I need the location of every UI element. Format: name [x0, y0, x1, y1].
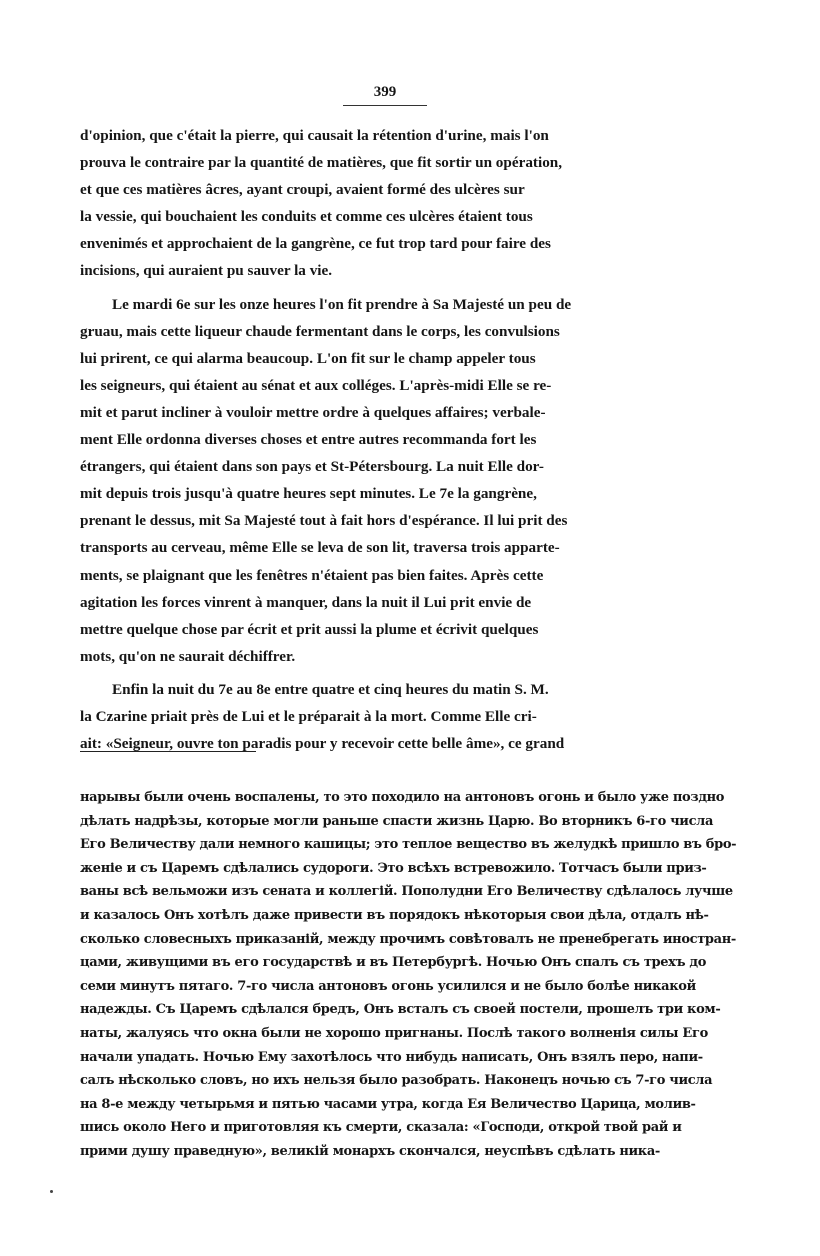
paragraph-2: Le mardi 6e sur les onze heures l'on fit prendre à Sa Majesté un peu de gruau, mais cette liqueur chaude fermentant dans le corps, les convulsions lui prirent, ce qui alarma beaucoup. L'on fit sur le champ appeler tous les seigneurs, qui étaient au sénat et aux colléges. L'après-midi Elle se re- mit et parut incliner à vouloir mettre ordre à quelques affaires; verbale- ment Elle ordonna diverses choses et entre autres recommanda fort les étrangers, qui étaient dans son pays et St-Pétersbourg. La nuit Elle dor- mit depuis trois jusqu'à quatre heures sept minutes. Le 7e la gangrène, prenant le dessus, mit Sa Majesté tout à fait hors d'espérance. Il lui prit des transports au cerveau, même Elle se leva de son lit, traversa trois apparte- ments, se plaignant que les fenêtres n'étaient pas bien faites. Après cette agitation les forces vinrent à manquer, dans la nuit il Lui prit envie de mettre quelque chose par écrit et prit aussi la plume et écrivit quelques mots, qu'on ne saurait déchiffrer. — [80, 295, 572, 665]
page-number-underline — [343, 105, 427, 106]
main-text-block — [80, 122, 740, 757]
footnote-block — [80, 786, 740, 1164]
page-number: 399 — [373, 84, 397, 100]
scan-speck — [50, 1190, 53, 1193]
paragraph-3: Enfin la nuit du 7e au 8e entre quatre et cinq heures du matin S. M. la Czarine priait près de Lui et le préparait à la mort. Comme Elle cri- ait: «Seigneur, ouvre ton paradis pour y recevoir cette belle âme», ce grand — [80, 680, 565, 753]
paragraph-1: d'opinion, que c'était la pierre, qui causait la rétention d'urine, mais l'on prouva le contraire par la quantité de matières, que fit sortir un opération, et que ces matières âcres, ayant croupi, avaient formé des ulcères sur la vessie, qui bouchaient les conduits et comme ces ulcères étaient tous envenimés et approchaient de la gangrène, ce fut trop tard pour faire des incisions, qui auraient pu sauver la vie. — [80, 127, 563, 280]
footnote-text: нарывы были очень воспалены, то это походило на антоновъ огонь и было уже поздно дѣлать надрѣзы, которые могли раньше спасти жизнь Царю. Во вторникъ 6-го числа Его Величеству дали немного кашицы; это теплое вещество въ желудкѣ пришло въ бро- женіе и съ Царемъ сдѣлались судороги. Это всѣхъ встревожило. Тотчасъ были приз- ваны всѣ вельможи изъ сената и коллегій. Пополудни Его Величеству сдѣлалось лучше и казалось Онъ хотѣлъ даже привести въ порядокъ нѣкоторыя свои дѣла, отдалъ нѣ- сколько словесныхъ приказаній, между прочимъ совѣтовалъ не пренебрегать иностран- цами, живущими въ его государствѣ и въ Петербургѣ. Ночью Онъ спалъ съ трехъ до семи минутъ пятаго. 7-го числа антоновъ огонь усилился и не было болѣе никакой надежды. Съ Царемъ сдѣлался бредъ, Онъ всталъ съ своей постели, прошелъ три ком- наты, жалуясь что окна были не хорошо пригнаны. Послѣ такого волненія силы Его начали упадать. Ночью Ему захотѣлось что нибудь написать, Онъ взялъ перо, напи- салъ нѣсколько словъ, но ихъ нельзя было разобрать. Наконецъ ночью съ 7-го числа на 8-е между четырьмя и пятью часами утра, когда Ея Величество Царица, молив- шись около Него и приготовляя къ смерти, сказала: «Господи, открой твой рай и прими душу праведную», великій монархъ скончался, неуспѣвъ сдѣлать ника- — [80, 790, 737, 1159]
footnote-separator — [80, 751, 256, 752]
